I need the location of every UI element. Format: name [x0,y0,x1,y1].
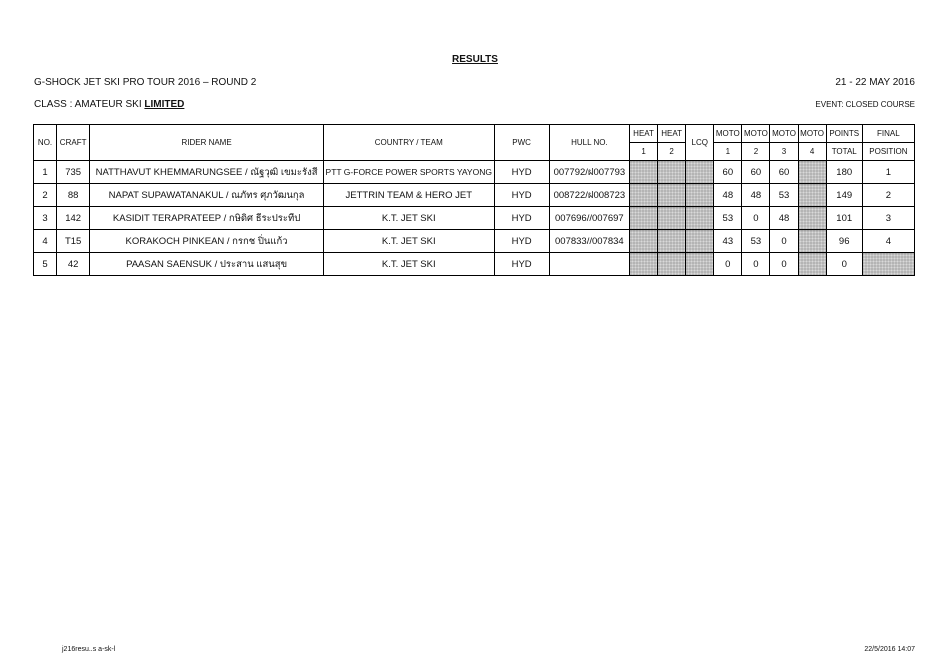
cell-moto3: 0 [770,230,798,253]
cell-pwc: HYD [494,184,549,207]
header-moto4: MOTO [798,125,826,143]
header-lcq: LCQ [686,125,714,161]
cell-lcq [686,161,714,184]
class-name: LIMITED [144,99,185,110]
cell-craft: T15 [57,230,90,253]
cell-moto3: 0 [770,253,798,276]
cell-position: 3 [862,207,914,230]
cell-hull: 007833//007834 [549,230,629,253]
cell-lcq [686,207,714,230]
cell-craft: 42 [57,253,90,276]
cell-points: 101 [826,207,862,230]
cell-heat1 [630,253,658,276]
header-final-position: POSITION [862,143,914,161]
cell-points: 180 [826,161,862,184]
cell-hull [549,253,629,276]
cell-moto4 [798,253,826,276]
cell-points: 149 [826,184,862,207]
cell-points: 0 [826,253,862,276]
cell-no: 4 [34,230,57,253]
header-heat1-num: 1 [630,143,658,161]
header-moto1: MOTO [714,125,742,143]
table-row [34,161,915,184]
header-heat2: HEAT [658,125,686,143]
header-hull: HULL NO. [549,125,629,161]
cell-moto1: 48 [714,184,742,207]
cell-heat2 [658,161,686,184]
header-moto4-num: 4 [798,143,826,161]
header-points: POINTS [826,125,862,143]
cell-no: 1 [34,161,57,184]
cell-heat2 [658,253,686,276]
header-row-top [34,125,915,143]
header-points-total: TOTAL [826,143,862,161]
header-moto2-num: 2 [742,143,770,161]
cell-no: 3 [34,207,57,230]
cell-craft: 142 [57,207,90,230]
cell-craft: 88 [57,184,90,207]
cell-moto1: 53 [714,207,742,230]
cell-moto2: 48 [742,184,770,207]
cell-country: K.T. JET SKI [323,253,494,276]
class-prefix: CLASS : AMATEUR SKI [34,99,145,110]
cell-country: PTT G-FORCE POWER SPORTS YAYONG [323,161,494,184]
cell-pwc: HYD [494,161,549,184]
cell-craft: 735 [57,161,90,184]
cell-moto4 [798,161,826,184]
header-country: COUNTRY / TEAM [323,125,494,161]
cell-heat1 [630,230,658,253]
cell-moto1: 43 [714,230,742,253]
page-title: RESULTS [452,54,498,65]
cell-rider: KASIDIT TERAPRATEEP / กษิดิศ ธีระประทีป [90,207,324,230]
table-row [34,230,915,253]
cell-moto2: 60 [742,161,770,184]
header-pwc: PWC [494,125,549,161]
cell-heat2 [658,184,686,207]
cell-position: 1 [862,161,914,184]
cell-moto4 [798,207,826,230]
cell-pwc: HYD [494,207,549,230]
cell-lcq [686,184,714,207]
cell-moto2: 53 [742,230,770,253]
cell-moto1: 0 [714,253,742,276]
cell-pwc: HYD [494,253,549,276]
cell-hull: 007792/ฝ007793 [549,161,629,184]
table-row [34,207,915,230]
cell-heat2 [658,230,686,253]
table-row [34,253,915,276]
cell-country: K.T. JET SKI [323,230,494,253]
header-no: NO. [34,125,57,161]
header-heat1: HEAT [630,125,658,143]
cell-hull: 008722/ฝ008723 [549,184,629,207]
header-craft: CRAFT [57,125,90,161]
cell-country: JETTRIN TEAM & HERO JET [323,184,494,207]
cell-moto3: 48 [770,207,798,230]
cell-rider: PAASAN SAENSUK / ประสาน แสนสุข [90,253,324,276]
cell-rider: NATTHAVUT KHEMMARUNGSEE / ณัฐวุฒิ เขมะรังสี [90,161,324,184]
cell-lcq [686,253,714,276]
cell-heat2 [658,207,686,230]
header-heat2-num: 2 [658,143,686,161]
cell-country: K.T. JET SKI [323,207,494,230]
results-table [33,124,915,276]
event-name: G-SHOCK JET SKI PRO TOUR 2016 – ROUND 2 [34,77,257,88]
cell-no: 2 [34,184,57,207]
footer-filename: j216resu..s a-sk-l [62,646,116,653]
cell-moto2: 0 [742,253,770,276]
table-row [34,184,915,207]
cell-moto3: 53 [770,184,798,207]
cell-moto4 [798,184,826,207]
event-date: 21 - 22 MAY 2016 [835,77,915,88]
cell-moto4 [798,230,826,253]
cell-pwc: HYD [494,230,549,253]
cell-heat1 [630,207,658,230]
header-moto3-num: 3 [770,143,798,161]
cell-rider: NAPAT SUPAWATANAKUL / ณภัทร ศุภวัฒนกุล [90,184,324,207]
cell-heat1 [630,161,658,184]
cell-heat1 [630,184,658,207]
header-final: FINAL [862,125,914,143]
header-rider: RIDER NAME [90,125,324,161]
cell-rider: KORAKOCH PINKEAN / กรกช ปิ่นแก้ว [90,230,324,253]
cell-moto1: 60 [714,161,742,184]
footer-timestamp: 22/5/2016 14:07 [864,646,915,653]
class-line [34,99,184,110]
cell-hull: 007696//007697 [549,207,629,230]
header-moto3: MOTO [770,125,798,143]
cell-position: 2 [862,184,914,207]
header-moto2: MOTO [742,125,770,143]
header-moto1-num: 1 [714,143,742,161]
cell-points: 96 [826,230,862,253]
event-type: EVENT: CLOSED COURSE [815,100,915,109]
cell-position: 4 [862,230,914,253]
cell-moto2: 0 [742,207,770,230]
cell-position [862,253,914,276]
cell-lcq [686,230,714,253]
cell-no: 5 [34,253,57,276]
cell-moto3: 60 [770,161,798,184]
